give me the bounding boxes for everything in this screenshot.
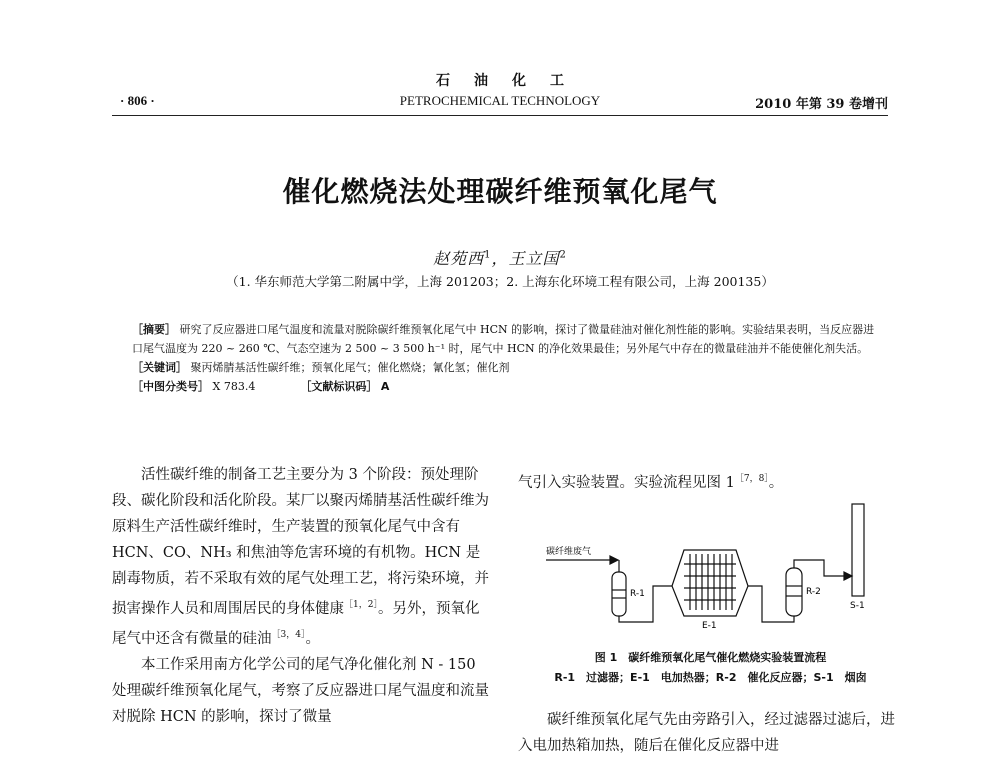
- clc-label: ［中图分类号］: [132, 380, 209, 393]
- pipe-e1-r2: [748, 586, 794, 622]
- author-separator: ，: [491, 249, 509, 268]
- inlet-label: 碳纤维废气: [546, 547, 592, 557]
- article-title: 催化燃烧法处理碳纤维预氧化尾气: [282, 175, 718, 208]
- paragraph-1-text-b: 。另外，预氧化尾气中还含有微量的硅油: [112, 600, 480, 647]
- author-1: 赵苑西: [433, 249, 485, 268]
- right-continuation-text: 气引入实验装置。实验流程见图 1: [518, 474, 735, 491]
- author-2-affil-mark: 2: [559, 249, 567, 261]
- label-r1: R-1: [630, 589, 645, 599]
- left-column: [112, 462, 492, 730]
- issue-info: 2010 年第 39 卷增刊: [755, 97, 888, 112]
- paragraph-1-text-a: 活性碳纤维的制备工艺主要分为 3 个阶段：预处理阶段、碳化阶段和活化阶段。某厂以聚丙烯腈基活性碳纤维为原料生产活性碳纤维时，生产装置的预氧化尾气中含有 HCN、CO、NH₃ 和焦油等危害环境的有机物。HCN 是剧毒物质，若不采取有效的尾气处理工艺，将污染环境，并损害操作人员和周围居民的身体健康: [112, 467, 489, 617]
- right-paragraph-2: 碳纤维预氧化尾气先由旁路引入，经过滤器过滤后，进入电加热箱加热，随后在催化反应器中进: [518, 712, 895, 754]
- figure-legend: R-1 过滤器；E-1 电加热器；R-2 催化反应器；S-1 烟囱: [554, 671, 867, 684]
- abstract-paragraph: [132, 320, 876, 358]
- right-paragraph-continuation: [518, 466, 903, 496]
- abstract-block: [132, 320, 876, 396]
- author-1-affil-mark: 1: [484, 249, 492, 261]
- header-rule: [112, 115, 888, 116]
- citation-3-4: ［3，4］: [271, 629, 306, 640]
- right-column-top: [518, 466, 903, 496]
- inlet-arrow: [610, 556, 618, 564]
- journal-title-zh: 石油化工: [436, 73, 588, 89]
- body-paragraph-1: [112, 462, 492, 652]
- citation-1-2: ［1，2］: [344, 600, 378, 610]
- keywords-text: 聚丙烯腈基活性碳纤维；预氧化尾气；催化燃烧；氰化氢；催化剂: [190, 361, 510, 374]
- figure-caption: 图 1 碳纤维预氧化尾气催化燃烧实验装置流程: [594, 651, 827, 664]
- stack-s1: [852, 504, 864, 596]
- label-e1: E-1: [702, 621, 717, 631]
- process-flow-diagram: [538, 498, 908, 638]
- classification-line: [132, 377, 876, 396]
- keywords-line: [132, 358, 876, 377]
- reactor-r2-vessel: [786, 568, 802, 616]
- filter-r1-vessel: [612, 572, 626, 616]
- stack-inlet-arrow: [844, 572, 852, 580]
- right-column-bottom: [518, 707, 903, 759]
- label-r2: R-2: [806, 587, 821, 597]
- author-2: 王立国: [508, 249, 560, 268]
- body-paragraph-2: 本工作采用南方化学公司的尾气净化催化剂 N - 150 处理碳纤维预氧化尾气，考察了反应器进口尾气温度和流量对脱除 HCN 的影响，探讨了微量: [112, 656, 489, 725]
- author-line: [0, 246, 1000, 269]
- abstract-label: ［摘要］: [132, 323, 176, 336]
- affiliation: （1. 华东师范大学第二附属中学，上海 201203；2. 上海东化环境工程有限公司，上海 200135）: [226, 274, 774, 289]
- doc-code-label: ［文献标识码］: [300, 380, 378, 393]
- journal-title-en: PETROCHEMICAL TECHNOLOGY: [399, 93, 601, 108]
- page-number: · 806 ·: [120, 93, 155, 108]
- pipe-r1-e1: [619, 586, 672, 622]
- paragraph-1-text-c: 。: [305, 630, 320, 647]
- doc-code: A: [380, 380, 390, 393]
- clc-code: X 783.4: [212, 380, 256, 393]
- heater-e1-box: [672, 550, 748, 616]
- citation-7-8: ［7，8］: [734, 474, 769, 484]
- keywords-label: ［关键词］: [132, 361, 187, 374]
- abstract-text: 研究了反应器进口尾气温度和流量对脱除碳纤维预氧化尾气中 HCN 的影响，探讨了微量硅油对催化剂性能的影响。实验结果表明，当反应器进口尾气温度为 220 ~ 260 ℃、气态空速为 2 500 ~ 3 500 h⁻¹ 时，尾气中 HCN 的净化效果最佳；另外尾气中存在的微量硅油并不能使催化剂失活。: [132, 323, 875, 355]
- label-s1: S-1: [850, 601, 865, 611]
- right-continuation-end: 。: [768, 474, 784, 491]
